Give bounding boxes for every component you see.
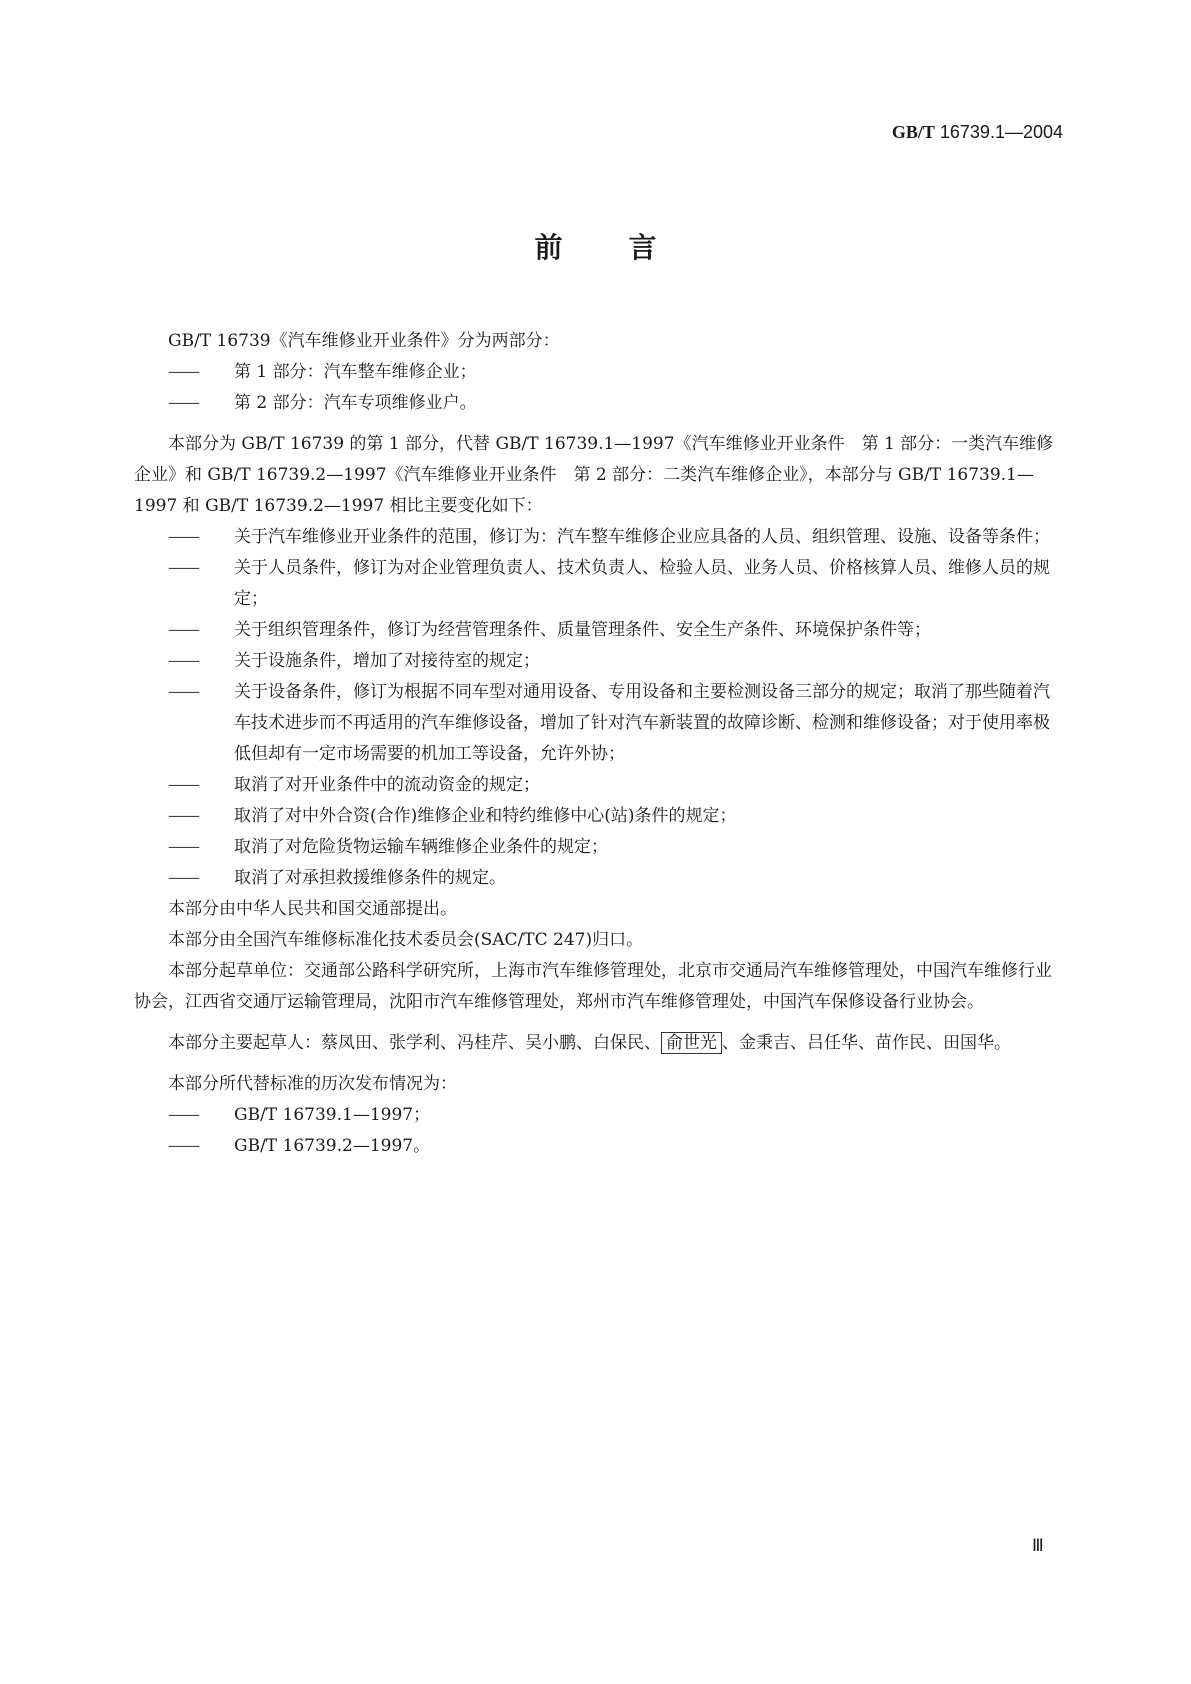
drafters	[134, 1028, 1060, 1059]
part-item-text: 第 1 部分：汽车整车维修企业；	[234, 362, 477, 382]
dash-marker: ——	[168, 393, 198, 413]
change-item	[134, 770, 1060, 801]
standard-prefix: GB/T	[891, 122, 935, 142]
proposed-by: 本部分由中华人民共和国交通部提出。	[168, 899, 457, 919]
dash-marker: ——	[168, 620, 198, 640]
drafter-highlighted: 俞世光	[661, 1032, 722, 1054]
dash-marker: ——	[168, 527, 198, 547]
dash-marker: ——	[168, 806, 198, 826]
part-item	[134, 357, 1060, 388]
title-char-2: 言	[628, 231, 657, 264]
history-item	[134, 1100, 1060, 1131]
history-item-text: GB/T 16739.2—1997。	[234, 1136, 431, 1156]
part-item	[134, 388, 1060, 419]
change-item	[134, 677, 1060, 770]
part-item-text: 第 2 部分：汽车专项维修业户。	[234, 393, 477, 413]
change-item	[134, 646, 1060, 677]
history-intro: 本部分所代替标准的历次发布情况为：	[168, 1074, 457, 1094]
change-item-text: 取消了对开业条件中的流动资金的规定；	[234, 775, 540, 795]
dash-marker: ——	[168, 837, 198, 857]
title-char-1: 前	[534, 231, 563, 264]
change-item-text: 关于设备条件，修订为根据不同车型对通用设备、专用设备和主要检测设备三部分的规定；取消了那些随着汽车技术进步而不再适用的汽车维修设备，增加了针对汽车新装置的故障诊断、检测和维修设备；对于使用率极低但却有一定市场需要的机加工等设备，允许外协；	[234, 682, 1050, 764]
foreword-body	[134, 326, 1060, 1162]
replacement-paragraph: 本部分为 GB/T 16739 的第 1 部分，代替 GB/T 16739.1—1997《汽车维修业开业条件 第 1 部分：一类汽车维修企业》和 GB/T 16739.2—1997《汽车维修业开业条件 第 2 部分：二类汽车维修企业》，本部分与 GB/T 16739.1—1997 和 GB/T 16739.2—1997 相比主要变化如下：	[134, 434, 1054, 516]
standard-code	[892, 122, 1063, 143]
change-item	[134, 553, 1060, 615]
drafters-prefix: 本部分主要起草人：蔡凤田、张学利、冯桂芹、吴小鹏、白保民、	[168, 1033, 661, 1053]
change-item-text: 关于组织管理条件，修订为经营管理条件、质量管理条件、安全生产条件、环境保护条件等；	[234, 620, 931, 640]
history-item	[134, 1131, 1060, 1162]
dash-marker: ——	[168, 1136, 198, 1156]
change-item-text: 关于人员条件，修订为对企业管理负责人、技术负责人、检验人员、业务人员、价格核算人员、维修人员的规定；	[234, 558, 1050, 609]
dash-marker: ——	[168, 775, 198, 795]
page-number: Ⅲ	[1032, 1536, 1044, 1555]
change-item	[134, 522, 1060, 553]
change-item-text: 取消了对中外合资(合作)维修企业和特约维修中心(站)条件的规定；	[234, 806, 737, 826]
dash-marker: ——	[168, 362, 198, 382]
change-item-text: 取消了对承担救援维修条件的规定。	[234, 868, 506, 888]
dash-marker: ——	[168, 558, 198, 578]
change-item-text: 关于汽车维修业开业条件的范围，修订为：汽车整车维修企业应具备的人员、组织管理、设施、设备等条件；	[234, 527, 1050, 547]
change-item	[134, 832, 1060, 863]
change-item	[134, 801, 1060, 832]
change-item	[134, 863, 1060, 894]
history-item-text: GB/T 16739.1—1997；	[234, 1105, 431, 1125]
dash-marker: ——	[168, 1105, 198, 1125]
dash-marker: ——	[168, 868, 198, 888]
change-item-text: 取消了对危险货物运输车辆维修企业条件的规定；	[234, 837, 608, 857]
centralized-by: 本部分由全国汽车维修标准化技术委员会(SAC/TC 247)归口。	[168, 930, 644, 950]
change-item	[134, 615, 1060, 646]
page-title	[0, 226, 1191, 266]
intro-paragraph: GB/T 16739《汽车维修业开业条件》分为两部分：	[168, 331, 560, 351]
standard-number: 16739.1—2004	[934, 122, 1063, 142]
change-item-text: 关于设施条件，增加了对接待室的规定；	[234, 651, 540, 671]
drafters-suffix: 、金秉吉、吕任华、苗作民、田国华。	[722, 1033, 1011, 1053]
dash-marker: ——	[168, 682, 198, 702]
dash-marker: ——	[168, 651, 198, 671]
drafting-units: 本部分起草单位：交通部公路科学研究所，上海市汽车维修管理处，北京市交通局汽车维修管理处，中国汽车维修行业协会，江西省交通厅运输管理局，沈阳市汽车维修管理处，郑州市汽车维修管理处，中国汽车保修设备行业协会。	[134, 961, 1052, 1012]
